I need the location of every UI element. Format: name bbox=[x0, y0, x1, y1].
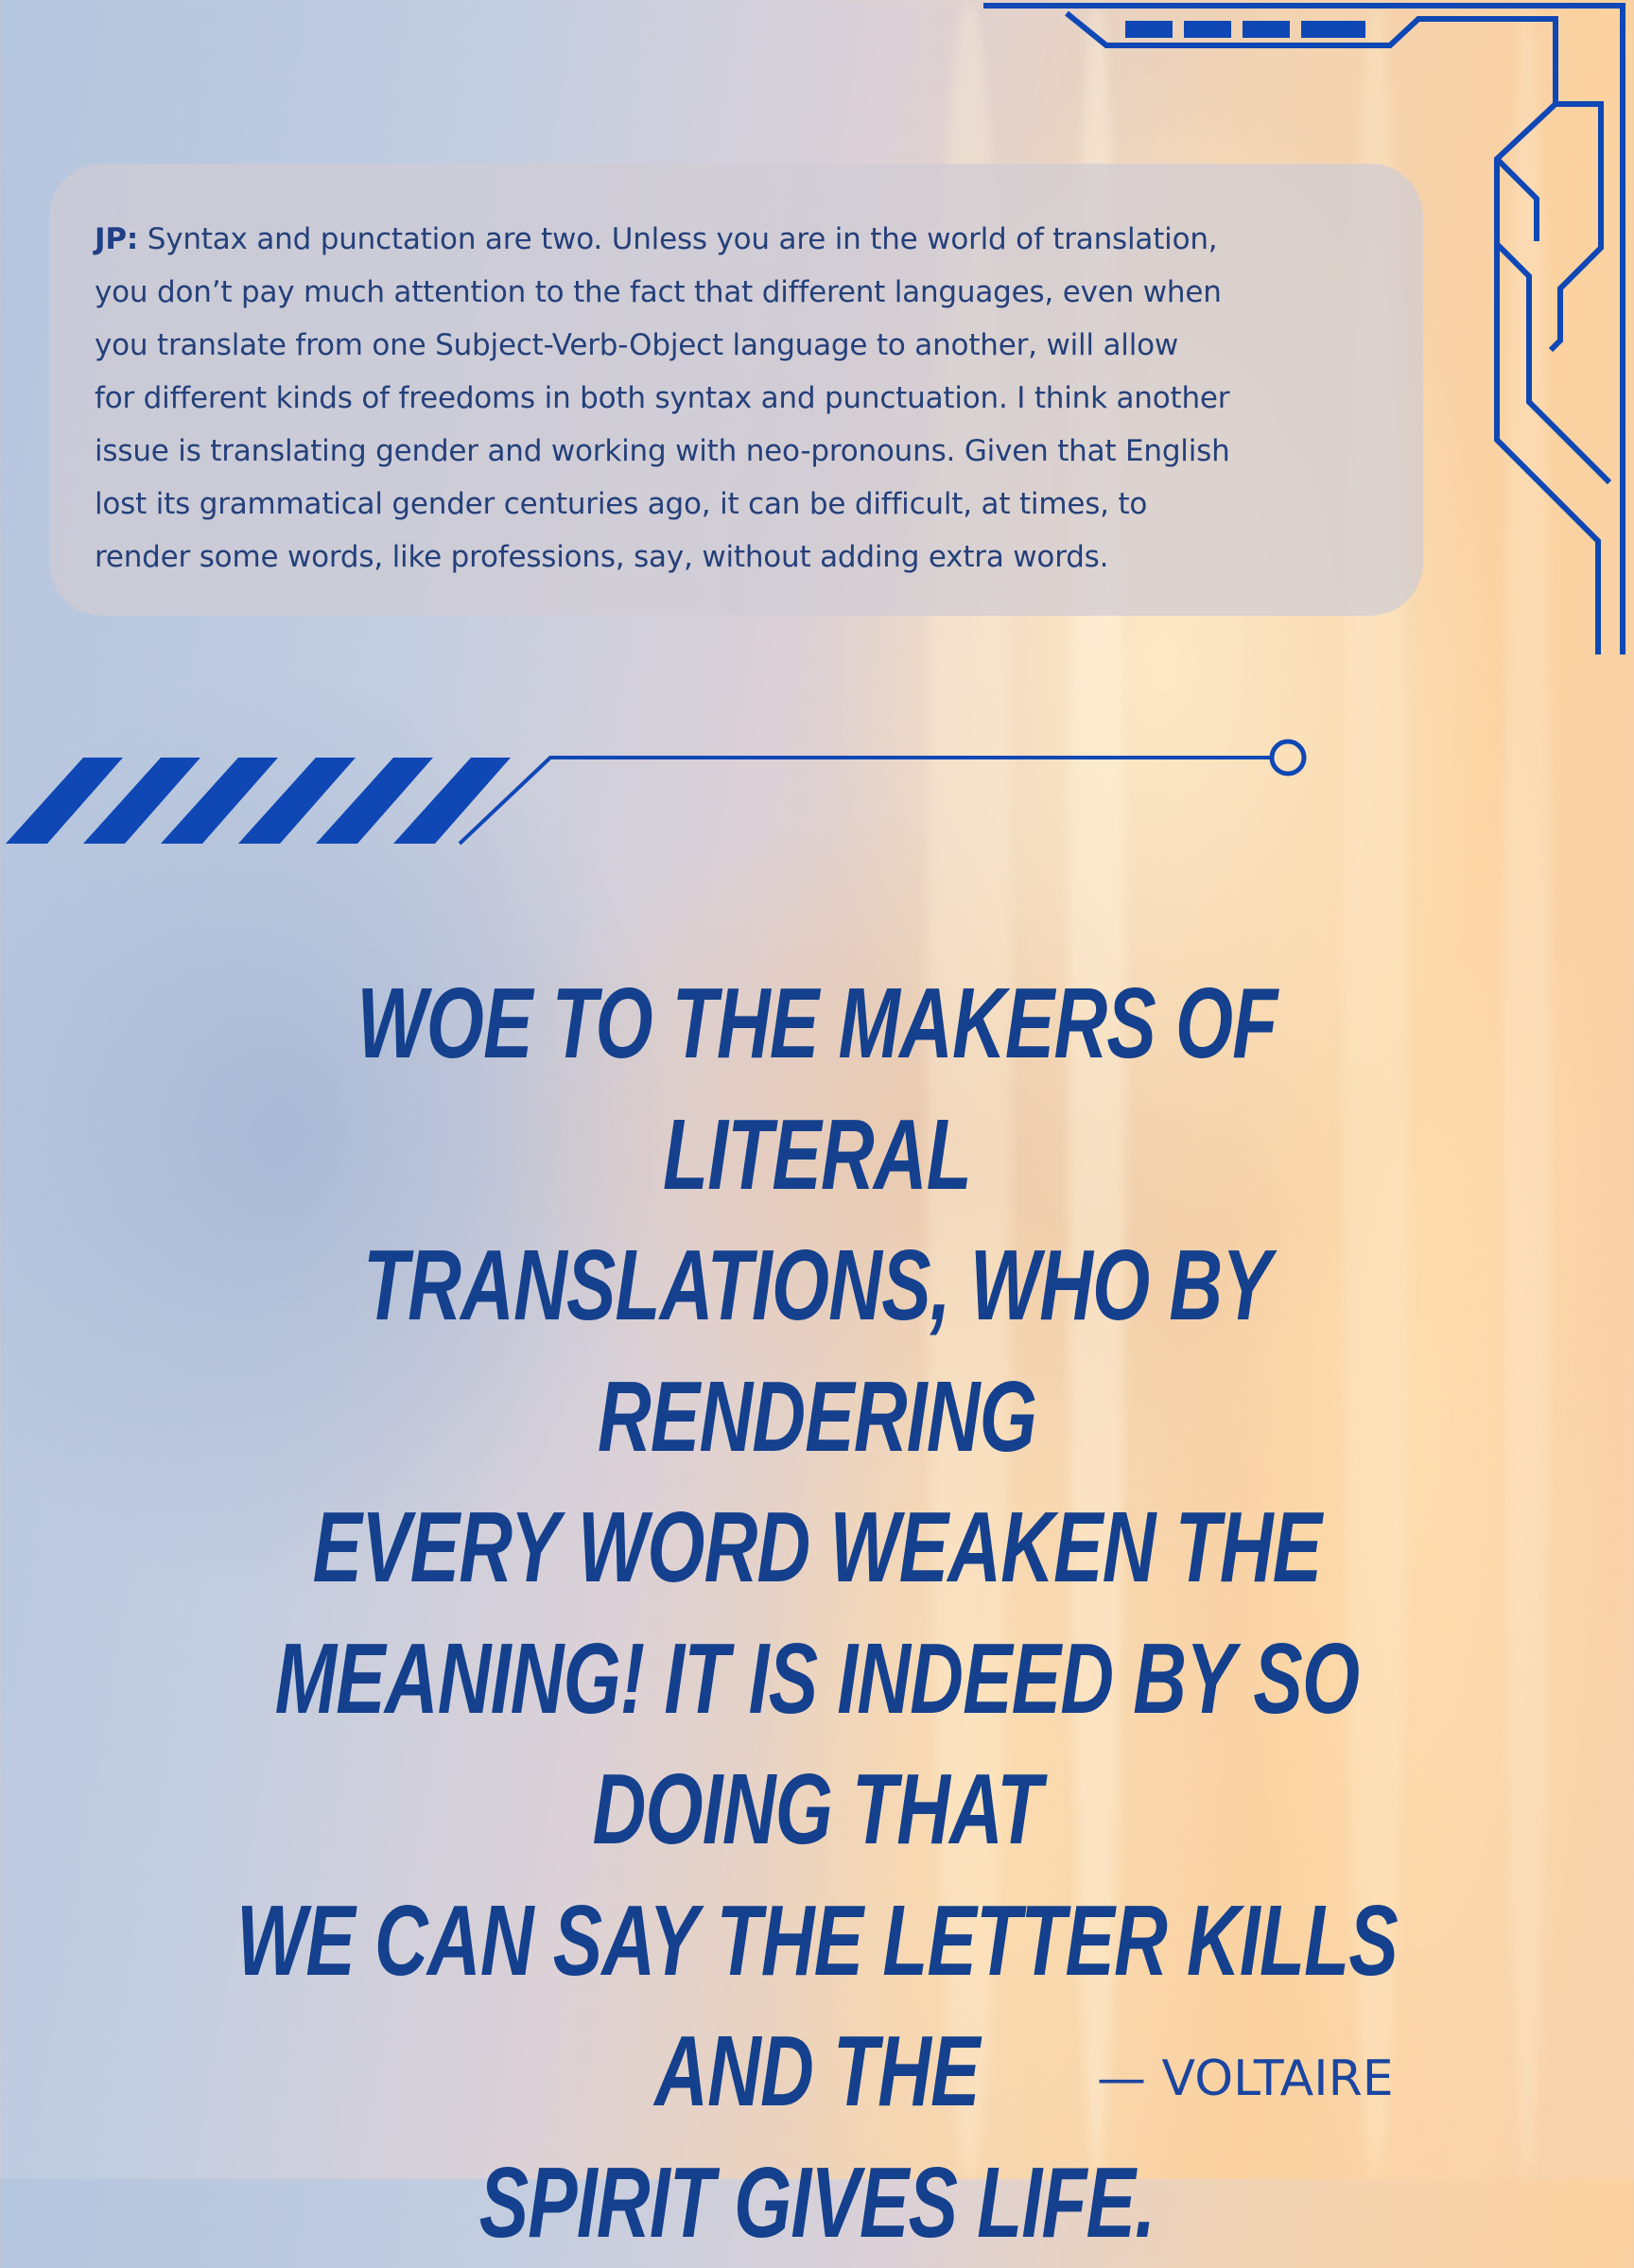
striped-divider-decoration bbox=[0, 0, 1634, 851]
interview-line: lost its grammatical gender centuries ago, it can be difficult, at times, to bbox=[95, 487, 1148, 521]
quote-line: EVERY WORD WEAKEN THE bbox=[312, 1492, 1322, 1603]
interview-line: you don’t pay much attention to the fact that different languages, even when bbox=[95, 275, 1222, 309]
quote-line: TRANSLATIONS, WHO BY RENDERING bbox=[363, 1230, 1271, 1473]
quote-line: WE CAN SAY THE LETTER KILLS AND THE bbox=[236, 1884, 1398, 2127]
quote-attribution: — VOLTAIRE bbox=[1097, 2050, 1394, 2107]
quote-line: MEANING! IT IS INDEED BY SO DOING THAT bbox=[274, 1622, 1360, 1865]
interview-line: issue is translating gender and working with neo-pronouns. Given that English bbox=[95, 434, 1230, 468]
interview-line: you translate from one Subject-Verb-Object language to another, will allow bbox=[95, 328, 1179, 362]
quote-line: WOE TO THE MAKERS OF LITERAL bbox=[356, 968, 1278, 1211]
speaker-label: JP: bbox=[95, 222, 139, 256]
interview-line: for different kinds of freedoms in both syntax and punctuation. I think another bbox=[95, 381, 1230, 415]
interview-line: Syntax and punctation are two. Unless you are in the world of translation, bbox=[147, 222, 1218, 256]
divider-line bbox=[460, 758, 1271, 844]
divider-circle bbox=[1272, 741, 1304, 774]
quote-line: SPIRIT GIVES LIFE. bbox=[478, 2146, 1156, 2259]
diagonal-stripes bbox=[6, 758, 511, 844]
interview-line: render some words, like professions, say, without adding extra words. bbox=[95, 540, 1109, 574]
